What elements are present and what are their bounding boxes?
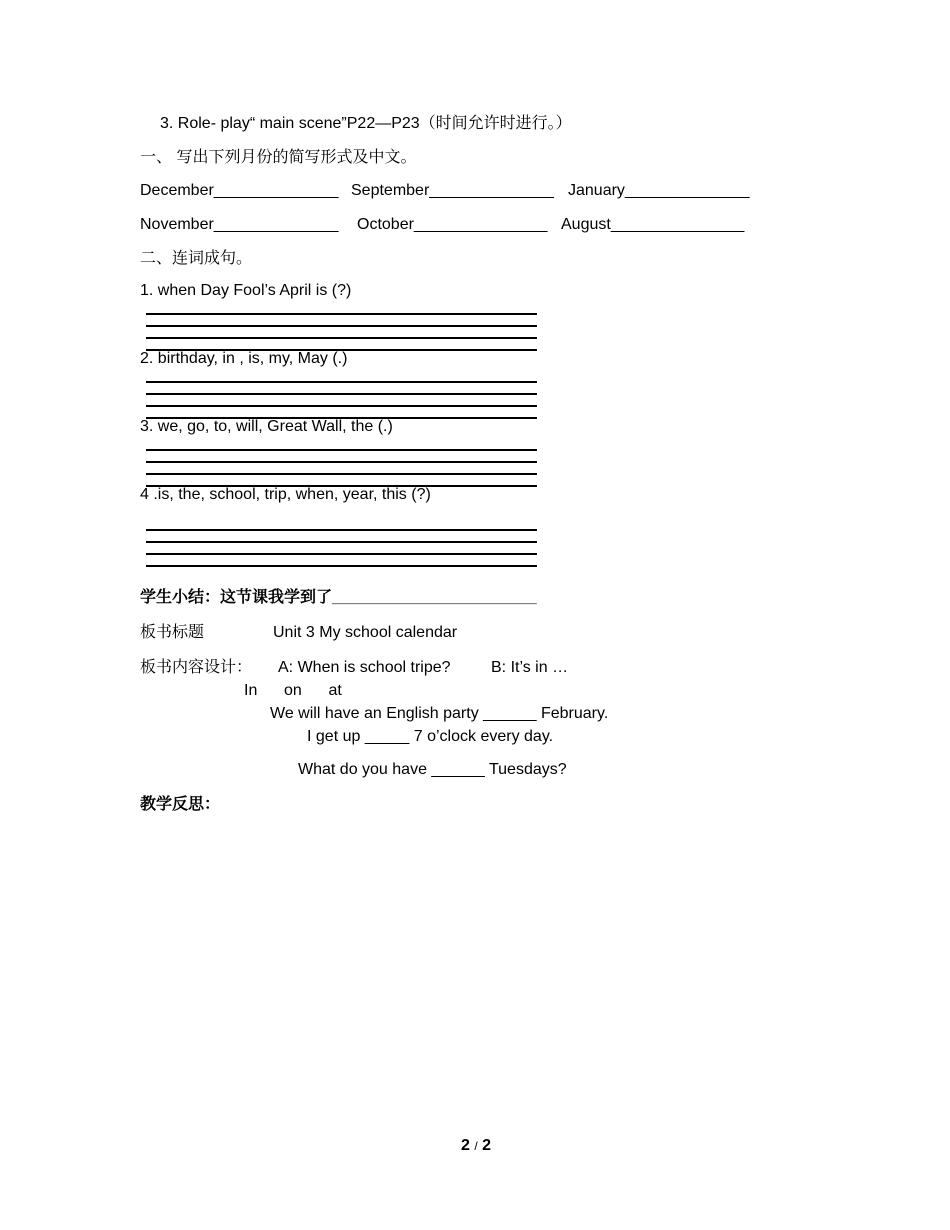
page-separator: /	[474, 1139, 478, 1153]
page-number	[461, 1138, 491, 1154]
board-title-value: Unit 3 My school calendar	[273, 624, 458, 641]
answer-line	[146, 473, 537, 475]
exercise-3: 3. we, go, to, will, Great Wall, the (.)	[140, 418, 393, 435]
answer-line	[146, 461, 537, 463]
month-october: October_______________	[357, 216, 548, 233]
answer-line	[146, 529, 537, 531]
answer-line	[146, 449, 537, 451]
exercise-1: 1. when Day Fool’s April is (?)	[140, 282, 352, 299]
exercise-2: 2. birthday, in , is, my, May (.)	[140, 350, 348, 367]
board-answer-b: B: It’s in …	[491, 659, 569, 676]
month-december: December______________	[140, 182, 339, 199]
section2-title: 二、连词成句。	[140, 250, 253, 267]
teaching-reflection: 教学反思：	[140, 796, 221, 813]
board-sentence-1: We will have an English party ______ February.	[270, 705, 609, 722]
board-sentence-3: What do you have ______ Tuesdays?	[298, 761, 567, 778]
role-play-line: 3. Role- play“ main scene”P22—P23（时间允许时进行。）	[160, 115, 572, 132]
board-prepositions: In on at	[244, 682, 342, 699]
board-title-label: 板书标题	[140, 624, 205, 641]
answer-line	[146, 381, 537, 383]
board-question-a: A: When is school tripe?	[278, 659, 451, 676]
page-current: 2	[461, 1137, 470, 1154]
student-summary: 学生小结：这节课我学到了_______________________	[140, 589, 537, 606]
board-sentence-2: I get up _____ 7 o’clock every day.	[307, 728, 554, 745]
answer-line	[146, 325, 537, 327]
answer-line	[146, 565, 537, 567]
exercise-4: 4 .is, the, school, trip, when, year, this (?)	[140, 486, 431, 503]
answer-line	[146, 553, 537, 555]
section1-title: 一、 写出下列月份的简写形式及中文。	[140, 149, 417, 166]
answer-line	[146, 541, 537, 543]
month-november: November______________	[140, 216, 339, 233]
page-total: 2	[482, 1137, 492, 1154]
answer-line	[146, 393, 537, 395]
month-january: January______________	[568, 182, 750, 199]
month-september: September______________	[351, 182, 554, 199]
month-august: August_______________	[561, 216, 745, 233]
board-design-label: 板书内容设计：	[140, 659, 253, 676]
answer-line	[146, 337, 537, 339]
answer-line	[146, 405, 537, 407]
answer-line	[146, 313, 537, 315]
